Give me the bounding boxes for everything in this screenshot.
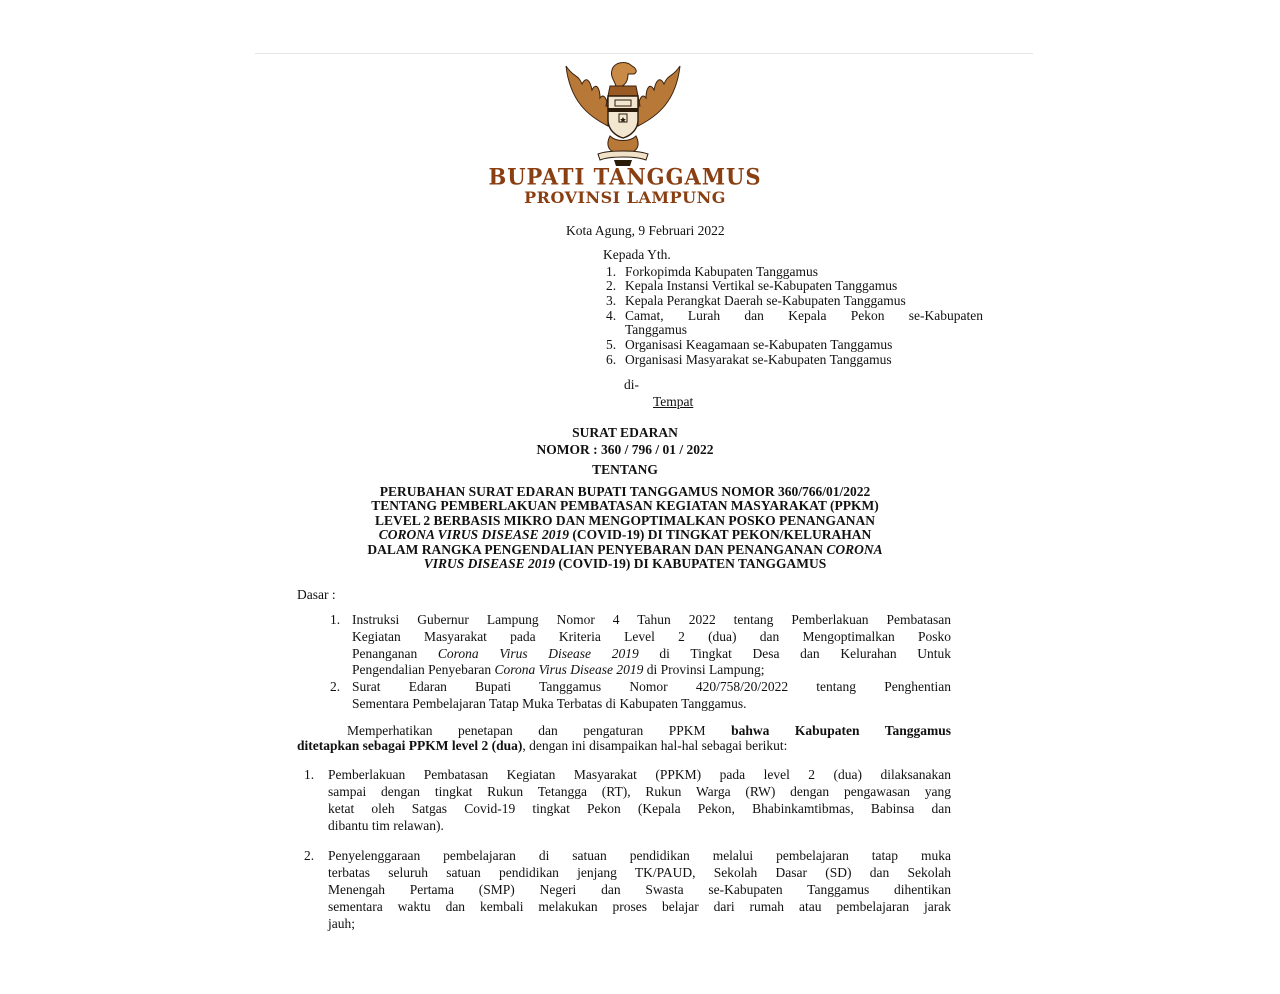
recipient-num: 3. [606,293,617,308]
intro-line [297,738,787,753]
subject-italic: CORONA VIRUS DISEASE 2019 [378,527,569,542]
dasar-line: Instruksi Gubernur Lampung Nomor 4 Tahun 2022 tentang Pemberlakuan Pembatasan [352,612,951,627]
letter-type: SURAT EDARAN [572,425,678,440]
recipient-item-cont: Tanggamus [625,322,688,337]
intro-text: Memperhatikan penetapan dan pengaturan PPKM [347,723,706,738]
intro-line [297,723,951,738]
recipient-greeting: Kepada Yth. [603,247,671,262]
intro-bold: bahwa Kabupaten Tanggamus [731,723,951,738]
recipient-num: 2. [606,278,617,293]
recipient-num: 1. [606,264,617,279]
dasar-italic: Corona Virus Disease 2019 [494,662,644,677]
recipient-item: Kepala Perangkat Daerah se-Kabupaten Tanggamus [625,293,906,308]
recipient-di: di- [624,377,639,392]
subject-line: LEVEL 2 BERBASIS MIKRO DAN MENGOPTIMALKAN POSKO PENANGANAN [375,513,875,528]
dasar-line: Surat Edaran Bupati Tanggamus Nomor 420/758/20/2022 tentang Penghentian [352,679,951,694]
point-line: Menengah Pertama (SMP) Negeri dan Swasta se-Kabupaten Tanggamus dihentikan [328,882,951,897]
page-top-border [255,53,1033,54]
point-line: Penyelenggaraan pembelajaran di satuan pendidikan melalui pembelajaran tatap muka [328,848,951,863]
subject-line [0,527,1250,542]
recipient-item: Organisasi Keagamaan se-Kabupaten Tanggamus [625,337,893,352]
letterhead-title: BUPATI TANGGAMUS [488,163,762,190]
intro-bold: ditetapkan sebagai PPKM level 2 (dua) [297,738,523,753]
dasar-line [352,646,951,661]
point-num: 2. [304,848,315,863]
dasar-text: Penanganan [352,646,418,661]
dasar-line [352,662,764,677]
subject-line [0,542,1250,557]
subject-line: TENTANG PEMBERLAKUAN PEMBATASAN KEGIATAN MASYARAKAT (PPKM) [371,498,879,513]
dasar-text: Pengendalian Penyebaran [352,662,492,677]
subject-line: PERUBAHAN SURAT EDARAN BUPATI TANGGAMUS NOMOR 360/766/01/2022 [379,484,871,499]
dasar-italic: Corona Virus Disease 2019 [437,646,639,661]
recipient-num: 6. [606,352,617,367]
dasar-text: di Tingkat Desa dan Kelurahan Untuk [659,646,951,661]
recipient-item: Organisasi Masyarakat se-Kabupaten Tanggamus [625,352,892,367]
letterhead-subtitle: PROVINSI LAMPUNG [524,188,726,207]
recipient-item: Kepala Instansi Vertikal se-Kabupaten Tanggamus [625,278,898,293]
dasar-label: Dasar : [297,587,336,602]
point-line: sampai dengan tingkat Rukun Tetangga (RT), Rukun Warga (RW) dengan pengawasan yang [328,784,951,799]
recipient-tempat: Tempat [653,394,694,409]
point-num: 1. [304,767,315,782]
point-line: jauh; [328,916,355,931]
recipient-item: Forkopimda Kabupaten Tanggamus [625,264,819,279]
recipient-num: 4. [606,308,617,323]
recipient-num: 5. [606,337,617,352]
intro-text: , dengan ini disampaikan hal-hal sebagai berikut: [522,738,788,753]
point-line: terbatas seluruh satuan pendidikan jenjang TK/PAUD, Sekolah Dasar (SD) dan Sekolah [328,865,951,880]
place-date: Kota Agung, 9 Februari 2022 [566,223,725,238]
dasar-line: Sementara Pembelajaran Tatap Muka Terbatas di Kabupaten Tanggamus. [352,696,747,711]
subject-line [0,556,1250,571]
dasar-num: 2. [330,679,341,694]
letter-about: TENTANG [592,462,658,477]
dasar-line: Kegiatan Masyarakat pada Kriteria Level 2 (dua) dan Mengoptimalkan Posko [352,629,951,644]
subject-text: (COVID-19) DI KABUPATEN TANGGAMUS [555,556,827,571]
subject-italic: VIRUS DISEASE 2019 [423,556,556,571]
letter-number: NOMOR : 360 / 796 / 01 / 2022 [536,442,714,457]
dasar-num: 1. [330,612,341,627]
garuda-emblem-icon [548,56,698,168]
recipient-item: Camat, Lurah dan Kepala Pekon se-Kabupaten [625,308,983,323]
point-line: sementara waktu dan kembali melakukan proses belajar dari rumah atau pembelajaran jarak [328,899,951,914]
dasar-text: di Provinsi Lampung; [646,662,765,677]
subject-text: (COVID-19) DI TINGKAT PEKON/KELURAHAN [568,527,872,542]
point-line: dibantu tim relawan). [328,818,444,833]
subject-italic: CORONA [826,542,883,557]
point-line: ketat oleh Satgas Covid-19 tingkat Pekon (Kepala Pekon, Bhabinkamtibmas, Babinsa dan [328,801,951,816]
point-line: Pemberlakuan Pembatasan Kegiatan Masyarakat (PPKM) pada level 2 (dua) dilaksanakan [328,767,951,782]
subject-text: DALAM RANGKA PENGENDALIAN PENYEBARAN DAN PENANGANAN [367,542,823,557]
